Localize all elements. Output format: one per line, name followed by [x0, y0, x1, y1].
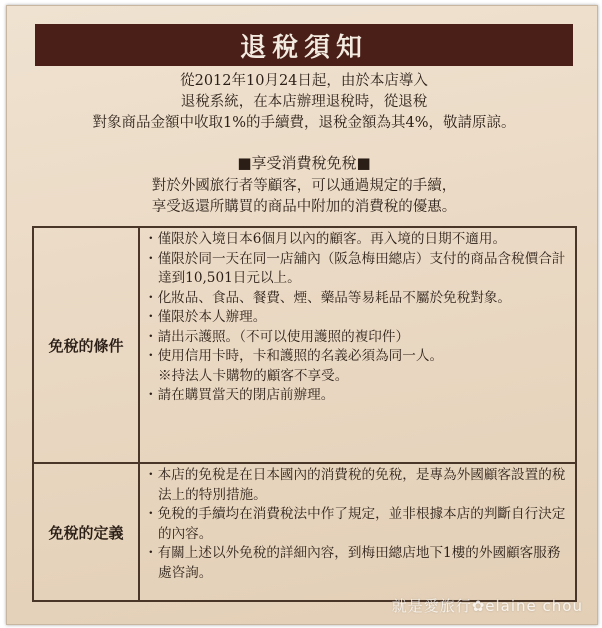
definition-content: [139, 463, 576, 601]
intro-line: 從2012年10月24日起，由於本店導入: [180, 73, 428, 89]
sub-paragraph: [27, 176, 581, 218]
condition-item: ・僅限於同一天在同一店舖內（阪急梅田總店）支付的商品含稅價合計達到10,501日元以上。: [144, 250, 566, 286]
condition-item: ・化妝品、食品、餐費、煙、藥品等易耗品不屬於免稅對象。: [144, 289, 512, 306]
definition-item: ・有關上述以外免稅的詳細內容，到梅田總店地下1樓的外國顧客服務處咨詢。: [144, 545, 561, 581]
conditions-content: [139, 227, 576, 463]
condition-item: ・使用信用卡時，卡和護照的名義必須為同一人。: [144, 348, 444, 364]
condition-item: ・請在購買當天的閉店前辦理。: [144, 387, 335, 403]
conditions-label: 免稅的條件: [33, 227, 139, 463]
condition-item: ・請出示護照。（不可以使用護照的複印件）: [144, 328, 410, 345]
notice-title: 退稅須知: [239, 32, 368, 63]
definition-item: ・本店的免稅是在日本國內的消費稅的免稅，是專為外國顧客設置的稅法上的特別措施。: [144, 467, 566, 503]
sub-line: 享受返還所購買的商品中附加的消費稅的優惠。: [151, 199, 457, 215]
definition-row: [33, 463, 576, 601]
notice-photo: [6, 5, 598, 625]
definition-label: 免稅的定義: [33, 463, 139, 601]
section-heading: ■享受消費稅免稅■: [237, 154, 371, 172]
conditions-row: [33, 227, 576, 463]
condition-item: ・僅限於入境日本6個月以內的顧客。再入境的日期不適用。: [144, 231, 507, 247]
definition-item: ・免稅的手續均在消費稅法中作了規定，並非根據本店的判斷自行決定的內容。: [144, 506, 566, 542]
condition-note: ※持法人卡購物的顧客不享受。: [158, 367, 349, 384]
condition-item: ・僅限於本人辦理。: [144, 309, 267, 325]
intro-line: 退稅系統，在本店辦理退稅時，從退稅: [180, 94, 428, 110]
intro-line: 對象商品金額中收取1%的手續費，退稅金額為其4%，敬請原諒。: [92, 115, 516, 131]
sub-line: 對於外國旅行者等顧客，可以通過規定的手續，: [151, 178, 457, 194]
watermark: 就是愛旅行✿elaine chou: [391, 597, 583, 615]
title-bar: [35, 24, 573, 66]
rules-table: [32, 226, 577, 602]
intro-paragraph: [27, 71, 581, 134]
